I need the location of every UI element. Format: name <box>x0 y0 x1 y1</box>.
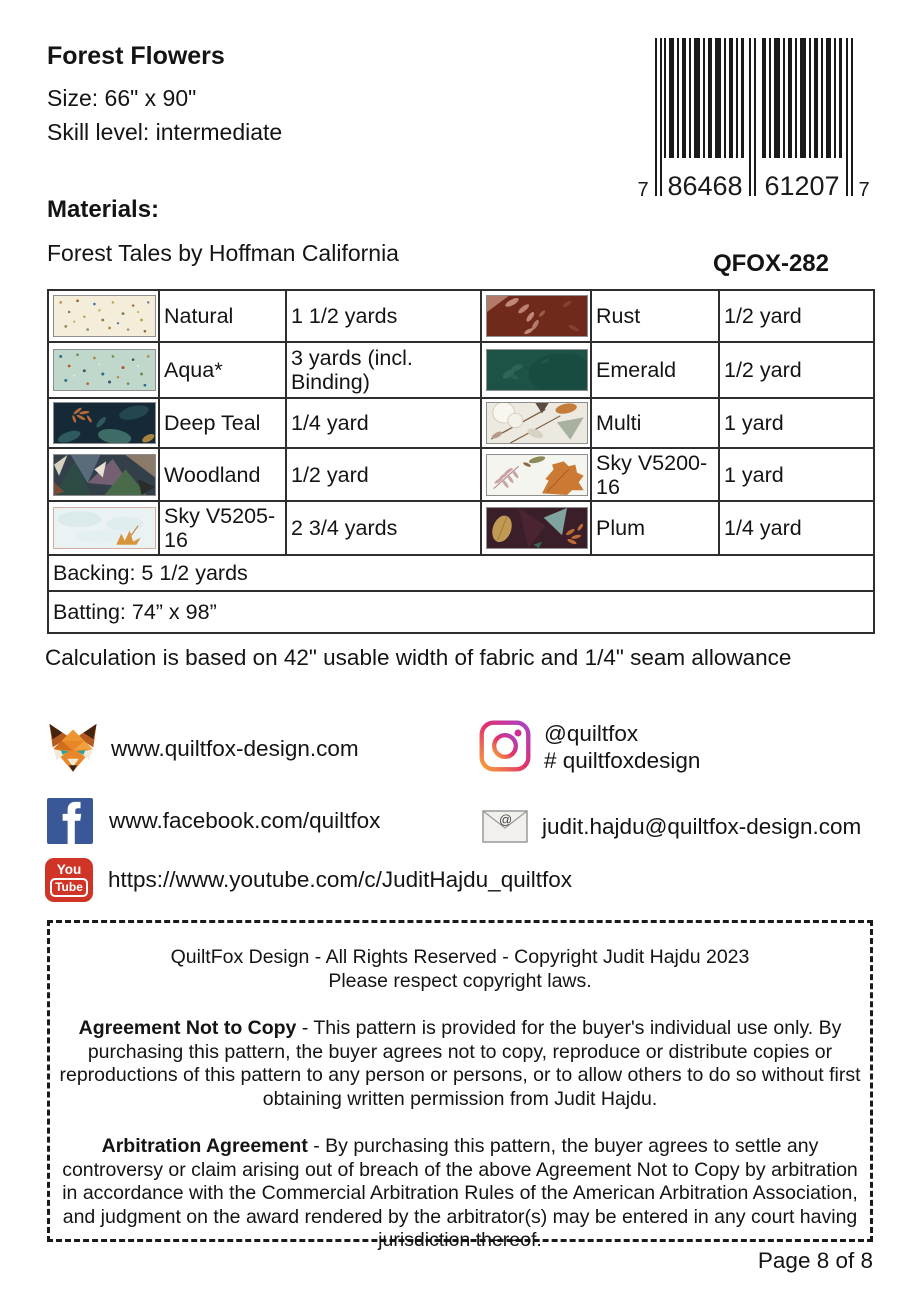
website-url[interactable]: www.quiltfox-design.com <box>111 736 359 761</box>
arbitration-title: Arbitration Agreement <box>101 1135 308 1157</box>
copyright-line2: Please respect copyright laws. <box>328 969 592 992</box>
youtube-icon-text-top: You <box>56 862 82 877</box>
fabric-row <box>48 501 874 555</box>
arbitration-agreement <box>56 1135 864 1253</box>
fabric-name: Rust <box>591 290 719 342</box>
fox-logo <box>47 720 99 778</box>
fabric-swatch-aqua <box>48 342 159 398</box>
multi-swatch-image <box>486 402 588 444</box>
fabric-yardage: 1 yard <box>719 448 874 501</box>
fabric-swatch-natural <box>48 290 159 342</box>
quilt-size: Size: 66" x 90" <box>47 85 197 111</box>
page-number: Page 8 of 8 <box>757 1248 873 1273</box>
rust-swatch-image <box>486 295 588 337</box>
fabric-row <box>48 342 874 398</box>
fabric-swatch-plum <box>481 501 591 555</box>
email-contact <box>482 810 861 843</box>
fabric-swatch-emerald <box>481 342 591 398</box>
instagram-contact <box>479 720 700 774</box>
fabric-row <box>48 448 874 501</box>
fabric-name: Sky V5200-16 <box>591 448 719 501</box>
envelope-icon <box>482 810 528 843</box>
email-address[interactable]: judit.hajdu@quiltfox-design.com <box>542 813 862 839</box>
sky-v5205-swatch-image <box>53 507 156 549</box>
aqua-swatch-image <box>53 349 156 391</box>
fabric-yardage: 1 1/2 yards <box>286 290 481 342</box>
calculation-note: Calculation is based on 42" usable width of fabric and 1/4" seam allowance <box>45 645 792 670</box>
fabric-name: Plum <box>591 501 719 555</box>
fabric-row <box>48 290 874 342</box>
copyright-box <box>47 920 873 1251</box>
fabric-yardage: 1/4 yard <box>286 398 481 448</box>
copyright-line1: QuiltFox Design - All Rights Reserved - Copyright Judit Hajdu 2023 <box>170 946 750 968</box>
sky-v5200-swatch-image <box>486 454 588 496</box>
emerald-swatch-image <box>486 349 588 391</box>
natural-swatch-image <box>53 295 156 337</box>
page-title: Forest Flowers <box>47 42 225 70</box>
fabric-collection: Forest Tales by Hoffman California <box>47 240 399 266</box>
fabric-yardage: 1/2 yard <box>719 342 874 398</box>
fabric-swatch-deep-teal <box>48 398 159 448</box>
fabric-row <box>48 398 874 448</box>
youtube-url[interactable]: https://www.youtube.com/c/JuditHajdu_quiltfox <box>108 867 572 892</box>
barcode-digit-group1: 86468 <box>667 171 743 201</box>
barcode-digit-left: 7 <box>637 179 649 201</box>
envelope-at-glyph: @ <box>499 812 513 827</box>
fabric-yardage: 2 3/4 yards <box>286 501 481 555</box>
instagram-handle[interactable]: @quiltfox <box>544 721 639 746</box>
fabric-swatch-rust <box>481 290 591 342</box>
fabric-yardage: 1/2 yard <box>719 290 874 342</box>
barcode-digit-group2: 61207 <box>764 171 840 201</box>
skill-level: Skill level: intermediate <box>47 119 283 145</box>
fabric-yardage: 1/4 yard <box>719 501 874 555</box>
pattern-sku: QFOX-282 <box>712 250 829 277</box>
instagram-hashtag: # quiltfoxdesign <box>544 748 701 773</box>
agreement-title: Agreement Not to Copy <box>78 1017 297 1039</box>
barcode <box>625 38 875 277</box>
materials-heading: Materials: <box>47 196 160 223</box>
agreement-body: - This pattern is provided for the buyer's individual use only. By purchasing this pattern, the buyer agrees not to copy, reproduce or distribute copies or reproductions of this pattern to any person or persons, or to allow others to do so without first obtaining written permission from Judit Hajdu. <box>59 1017 861 1110</box>
fabric-name: Woodland <box>159 448 286 501</box>
youtube-icon <box>45 858 93 902</box>
facebook-contact <box>47 798 380 844</box>
fabric-table <box>47 289 875 634</box>
backing-row <box>48 555 874 591</box>
fabric-swatch-woodland <box>48 448 159 501</box>
fabric-swatch-sky-v5200 <box>481 448 591 501</box>
youtube-icon-text-bottom: Tube <box>50 878 88 897</box>
fabric-name: Multi <box>591 398 719 448</box>
fabric-name: Natural <box>159 290 286 342</box>
backing-info: Backing: 5 1/2 yards <box>48 555 874 591</box>
fabric-yardage: 3 yards (incl. Binding) <box>286 342 481 398</box>
arbitration-body: - By purchasing this pattern, the buyer agrees to settle any controversy or claim arising out of breach of the above Agreement Not to Copy by arbitration in accordance with the Commercial Arbitration Rules of the American Arbitration Association, and judgment on the award rendered by the arbitrator(s) may be entered in any court having jurisdiction thereof. <box>62 1135 858 1251</box>
plum-swatch-image <box>486 507 588 549</box>
fabric-swatch-sky-v5205 <box>48 501 159 555</box>
facebook-url[interactable]: www.facebook.com/quiltfox <box>109 808 381 833</box>
agreement-not-to-copy <box>56 1017 864 1111</box>
barcode-digit-right: 7 <box>858 179 870 201</box>
youtube-contact <box>45 858 572 902</box>
fabric-yardage: 1 yard <box>719 398 874 448</box>
instagram-icon <box>479 720 531 772</box>
fabric-name: Emerald <box>591 342 719 398</box>
batting-info: Batting: 74” x 98” <box>48 591 874 633</box>
fabric-name: Sky V5205-16 <box>159 501 286 555</box>
batting-row <box>48 591 874 633</box>
fabric-swatch-multi <box>481 398 591 448</box>
facebook-icon <box>47 798 93 844</box>
barcode-bars-image <box>625 38 875 208</box>
woodland-swatch-image <box>53 454 156 496</box>
fabric-yardage: 1/2 yard <box>286 448 481 501</box>
website-contact <box>47 720 359 778</box>
fabric-name: Deep Teal <box>159 398 286 448</box>
copyright-notice <box>56 946 864 993</box>
deep-teal-swatch-image <box>53 402 156 444</box>
fabric-name: Aqua* <box>159 342 286 398</box>
